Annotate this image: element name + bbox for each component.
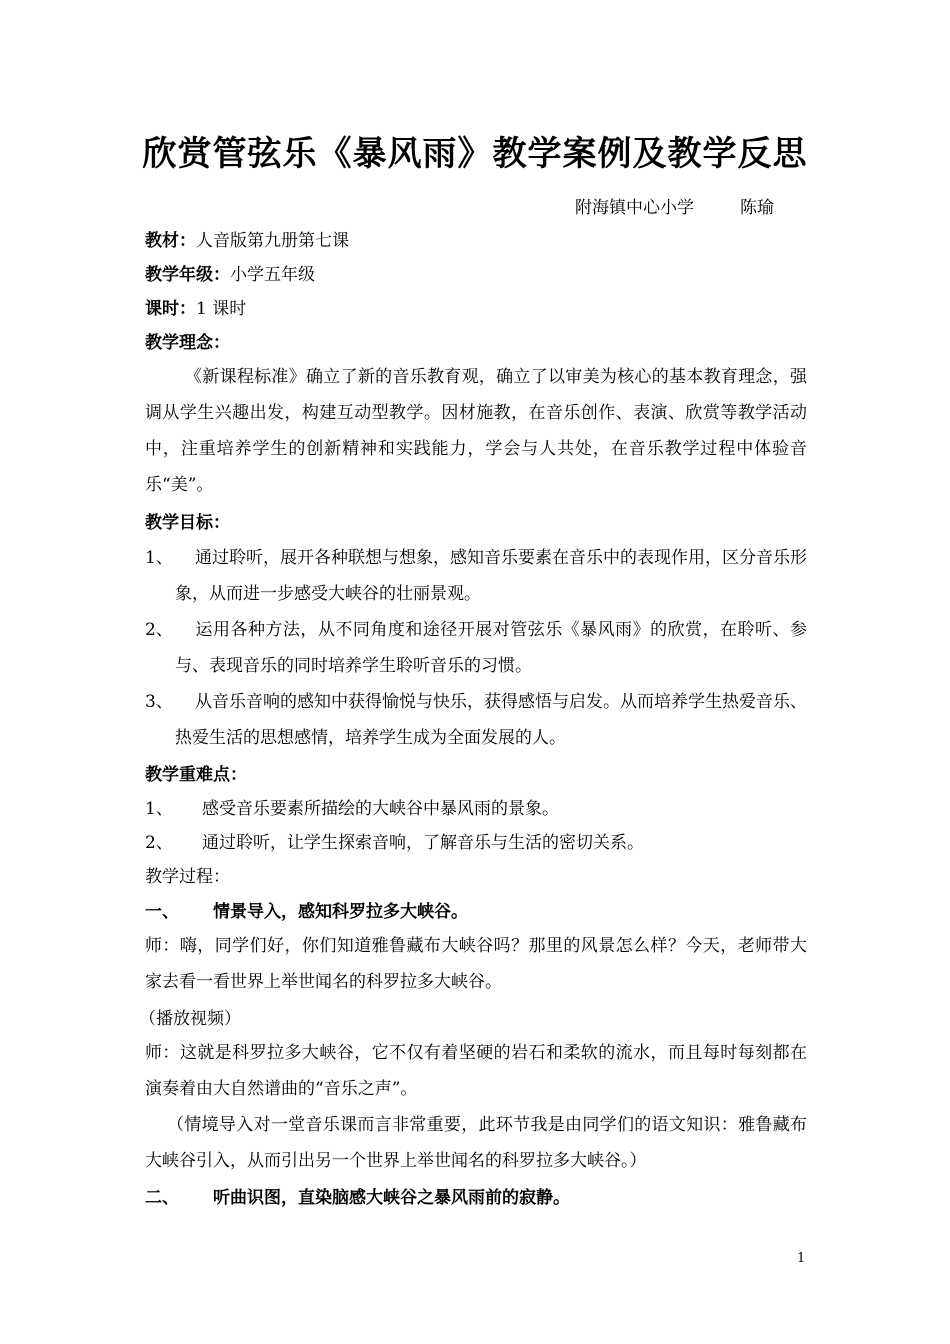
goal-item bbox=[145, 540, 807, 612]
section-number: 一、 bbox=[145, 902, 179, 922]
goal-item bbox=[145, 684, 807, 756]
page-number: 1 bbox=[797, 1251, 806, 1266]
meta-value: 1 课时 bbox=[196, 299, 247, 319]
keypoint-item bbox=[145, 825, 807, 861]
reflection-note: （情境导入对一堂音乐课而言非常重要，此环节我是由同学们的语文知识：雅鲁藏布大峡谷引入，从而引出另一个世界上举世闻名的科罗拉多大峡谷。） bbox=[145, 1115, 807, 1171]
meta-value: 小学五年级 bbox=[230, 265, 315, 285]
goal-number: 2、 bbox=[145, 620, 173, 640]
section-number: 二、 bbox=[145, 1188, 179, 1208]
meta-grade bbox=[145, 264, 315, 286]
dialogue-paragraph: 师：这就是科罗拉多大峡谷，它不仅有着坚硬的岩石和柔软的流水，而且每时每刻都在演奏着由大自然谱曲的“音乐之声”。 bbox=[145, 1043, 807, 1099]
section-heading-1 bbox=[145, 901, 468, 923]
goal-text: 通过聆听，展开各种联想与想象，感知音乐要素在音乐中的表现作用，区分音乐形象，从而进一步感受大峡谷的壮丽景观。 bbox=[175, 548, 807, 604]
keypoint-number: 2、 bbox=[145, 833, 173, 853]
document-title: 欣赏管弦乐《暴风雨》教学案例及教学反思 bbox=[142, 134, 808, 174]
author-line bbox=[575, 193, 774, 218]
meta-textbook bbox=[145, 230, 349, 252]
goal-text: 从音乐音响的感知中获得愉悦与快乐，获得感悟与启发。从而培养学生热爱音乐、热爱生活的思想感情，培养学生成为全面发展的人。 bbox=[175, 692, 807, 748]
process-heading: 教学过程： bbox=[145, 867, 230, 887]
dialogue-paragraph: 师：嗨，同学们好，你们知道雅鲁藏布大峡谷吗？那里的风景怎么样？今天，老师带大家去看一看世界上举世闻名的科罗拉多大峡谷。 bbox=[145, 936, 807, 992]
goal-number: 1、 bbox=[145, 548, 173, 568]
author-name: 陈瑜 bbox=[740, 198, 774, 218]
keypoint-item bbox=[145, 791, 807, 827]
meta-label: 教学年级： bbox=[145, 265, 230, 285]
goal-text: 运用各种方法，从不同角度和途径开展对管弦乐《暴风雨》的欣赏，在聆听、参与、表现音乐的同时培养学生聆听音乐的习惯。 bbox=[175, 620, 807, 676]
goal-number: 3、 bbox=[145, 692, 173, 712]
goals-heading: 教学目标： bbox=[145, 513, 230, 533]
meta-hours bbox=[145, 298, 246, 320]
keypoint-number: 1、 bbox=[145, 799, 173, 819]
meta-label: 教材： bbox=[145, 231, 196, 251]
section-title: 听曲识图，直染脑感大峡谷之暴风雨前的寂静。 bbox=[213, 1188, 570, 1208]
meta-value: 人音版第九册第七课 bbox=[196, 231, 349, 251]
section-heading-2 bbox=[145, 1187, 570, 1209]
keypoint-text: 感受音乐要素所描绘的大峡谷中暴风雨的景象。 bbox=[202, 799, 559, 819]
meta-label: 课时： bbox=[145, 299, 196, 319]
stage-note: （播放视频） bbox=[139, 1009, 241, 1029]
goal-item bbox=[145, 612, 807, 684]
keypoints-heading: 教学重难点： bbox=[145, 765, 247, 785]
section-title: 情景导入，感知科罗拉多大峡谷。 bbox=[213, 902, 468, 922]
keypoint-text: 通过聆听，让学生探索音响，了解音乐与生活的密切关系。 bbox=[202, 833, 644, 853]
philosophy-text: 《新课程标准》确立了新的音乐教育观，确立了以审美为核心的基本教育理念，强调从学生兴趣出发，构建互动型教学。因材施教，在音乐创作、表演、欣赏等教学活动中，注重培养学生的创新精神和实践能力，学会与人共处，在音乐教学过程中体验音乐“美”。 bbox=[145, 367, 807, 495]
philosophy-heading: 教学理念： bbox=[145, 333, 230, 353]
author-school: 附海镇中心小学 bbox=[575, 198, 694, 218]
